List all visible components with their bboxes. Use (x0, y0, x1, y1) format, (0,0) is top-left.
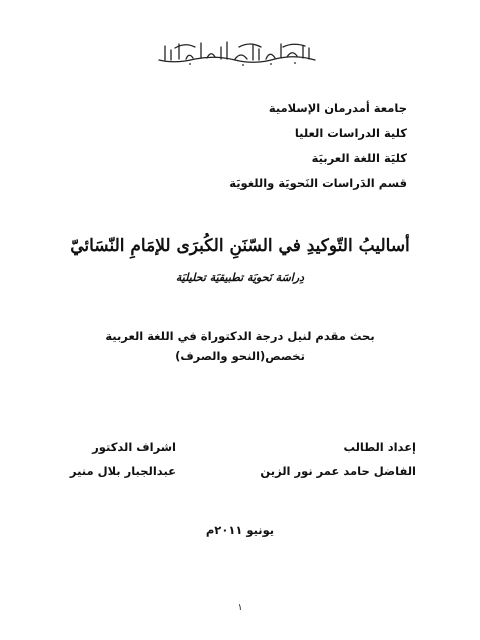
thesis-subtitle: دِراسَة نَحويَة تطبيقيَة تحليليَة (175, 271, 305, 284)
university-name: جامعة أمدرمان الإسلامية (268, 101, 407, 115)
institution-block (147, 96, 407, 196)
specialization: تخصص(النحو والصرف) (175, 349, 305, 363)
student-name: الفاضل حامد عمر نور الزين (260, 464, 416, 478)
graduate-college: كلية الدراسات العليا (294, 126, 407, 140)
supervisor-label: اشراف الدكتور (92, 440, 176, 454)
supervisor-block (6, 435, 176, 483)
basmala-calligraphy (155, 38, 320, 68)
arabic-college: كليَة اللغة العربيَة (311, 151, 407, 165)
submission-date: يونيو ٢٠١١م (205, 523, 275, 537)
student-block (246, 435, 416, 483)
department-name: قسم الدَراسات النَحويَة واللغويَة (229, 176, 407, 190)
supervisor-name: عبدالجبار بلال منير (69, 464, 176, 478)
degree-statement-block (30, 326, 450, 366)
student-label: إعداد الطالب (343, 440, 416, 454)
page-number: ١ (237, 603, 243, 613)
degree-statement: بحث مقدم لنيل درجة الدكتوراة في اللغة العربية (105, 329, 375, 343)
thesis-title: أساليبُ التّوكيدِ في السّنَنِ الكُبرَى للإمَامِ النّسَائيّ (70, 236, 410, 256)
